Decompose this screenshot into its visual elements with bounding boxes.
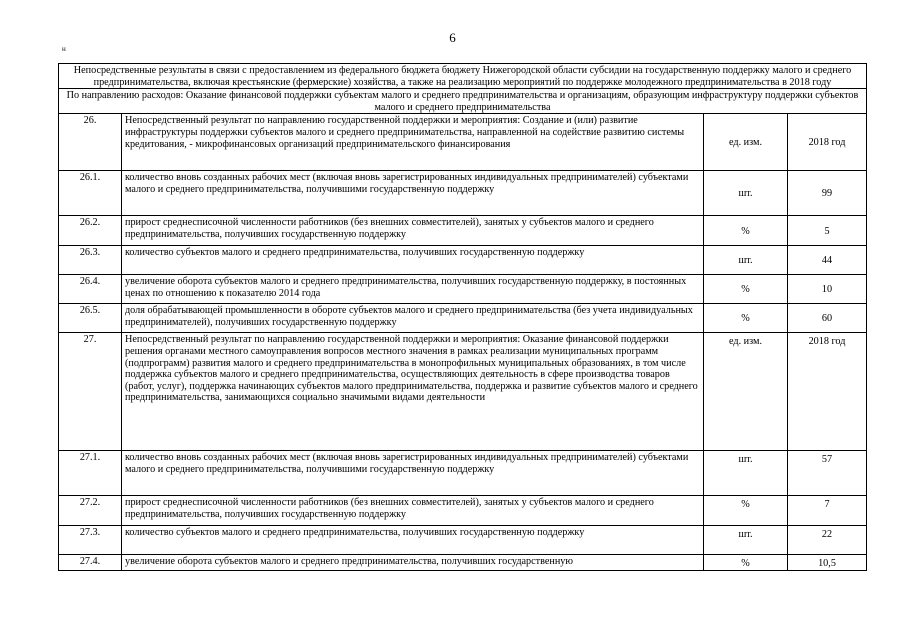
row-value: 10,5 [788, 555, 867, 571]
table-row [59, 451, 867, 496]
row-value: 99 [788, 171, 867, 216]
row-unit: % [704, 275, 788, 304]
table-header-main: Непосредственные результаты в связи с предоставлением из федерального бюджета бюджету Нижегородской области субсидии на государственную поддержку малого и среднего предпринимательства, включая крестьянские (фермерские) хозяйства, а также на реализацию мероприятий по поддержке молодежного предпринимательства в 2018 году [59, 64, 867, 89]
row-description: количество вновь созданных рабочих мест (включая вновь зарегистрированных индивидуальных предпринимателей) субъектами малого и среднего предпринимательства, получившими государственную поддержку [122, 451, 704, 496]
page-number: 6 [449, 30, 456, 45]
row-number: 26.4. [59, 275, 122, 304]
row-number: 26.5. [59, 304, 122, 333]
row-number: 27.4. [59, 555, 122, 571]
row-description: количество субъектов малого и среднего предпринимательства, получивших государственную поддержку [122, 526, 704, 555]
row-unit: % [704, 216, 788, 246]
row-value: 60 [788, 304, 867, 333]
row-description: прирост среднесписочной численности работников (без внешних совместителей), занятых у субъектов малого и среднего предпринимательства, получивших государственную поддержку [122, 216, 704, 246]
row-unit: % [704, 555, 788, 571]
table-header-direction: По направлению расходов: Оказание финансовой поддержки субъектам малого и среднего предпринимательства и организациям, образующим инфраструктуру поддержки субъектов малого и среднего предпринимательства [59, 89, 867, 114]
row-value: 22 [788, 526, 867, 555]
row-description: прирост среднесписочной численности работников (без внешних совместителей), занятых у субъектов малого и среднего предпринимательства, получивших государственную поддержку [122, 496, 704, 526]
row-number: 26.3. [59, 246, 122, 275]
table-row [59, 496, 867, 526]
row-value: 10 [788, 275, 867, 304]
row-unit: шт. [704, 451, 788, 496]
row-number: 26.1. [59, 171, 122, 216]
table-row [59, 333, 867, 451]
table-row [59, 275, 867, 304]
table-header-row [59, 64, 867, 89]
row-number: 27.2. [59, 496, 122, 526]
row-value: 5 [788, 216, 867, 246]
row-description: Непосредственный результат по направлению государственной поддержки и мероприятия: Оказание финансовой поддержки решения органами местного самоуправления вопросов местного значения в рамках реализации муниципальных программ (подпрограмм) развития малого и среднего предпринимательства в монопрофильных муниципальных образованиях, в том числе поддержка субъектов малого и среднего предпринимательства, осуществляющих деятельность в сфере производства товаров (работ, услуг), поддержка начинающих субъектов малого предпринимательства, поддержка и развитие субъектов малого и среднего предпринимательства, занимающихся социально значимыми видами деятельности [122, 333, 704, 451]
row-value: 44 [788, 246, 867, 275]
table-direction-row [59, 89, 867, 114]
row-number: 27. [59, 333, 122, 451]
page-mark: н [62, 45, 66, 53]
row-unit: шт. [704, 171, 788, 216]
row-value: 2018 год [788, 333, 867, 451]
row-description: увеличение оборота субъектов малого и среднего предпринимательства, получивших государственную [122, 555, 704, 571]
row-unit: % [704, 304, 788, 333]
row-unit: ед. изм. [704, 114, 788, 171]
table-row [59, 526, 867, 555]
table-row [59, 246, 867, 275]
row-value: 7 [788, 496, 867, 526]
row-value: 2018 год [788, 114, 867, 171]
row-number: 27.3. [59, 526, 122, 555]
row-unit: ед. изм. [704, 333, 788, 451]
table-row [59, 171, 867, 216]
row-description: увеличение оборота субъектов малого и среднего предпринимательства, получивших государственную поддержку, в постоянных ценах по отношению к показателю 2014 года [122, 275, 704, 304]
row-number: 27.1. [59, 451, 122, 496]
table-row [59, 216, 867, 246]
row-description: количество вновь созданных рабочих мест (включая вновь зарегистрированных индивидуальных предпринимателей) субъектами малого и среднего предпринимательства, получившими государственную поддержку [122, 171, 704, 216]
results-table [58, 63, 867, 571]
row-unit: шт. [704, 526, 788, 555]
row-description: количество субъектов малого и среднего предпринимательства, получивших государственную поддержку [122, 246, 704, 275]
table-row [59, 114, 867, 171]
table-row [59, 304, 867, 333]
row-unit: шт. [704, 246, 788, 275]
table-row [59, 555, 867, 571]
row-number: 26. [59, 114, 122, 171]
row-unit: % [704, 496, 788, 526]
row-value: 57 [788, 451, 867, 496]
row-description: доля обрабатывающей промышленности в обороте субъектов малого и среднего предпринимательства (без учета индивидуальных предпринимателей), получивших государственную поддержку [122, 304, 704, 333]
row-number: 26.2. [59, 216, 122, 246]
row-description: Непосредственный результат по направлению государственной поддержки и мероприятия: Создание и (или) развитие инфраструктуры поддержки субъектов малого и среднего предпринимательства, направленной на содействие развитию системы кредитования, - микрофинансовых организаций предпринимательского финансирования [122, 114, 704, 171]
